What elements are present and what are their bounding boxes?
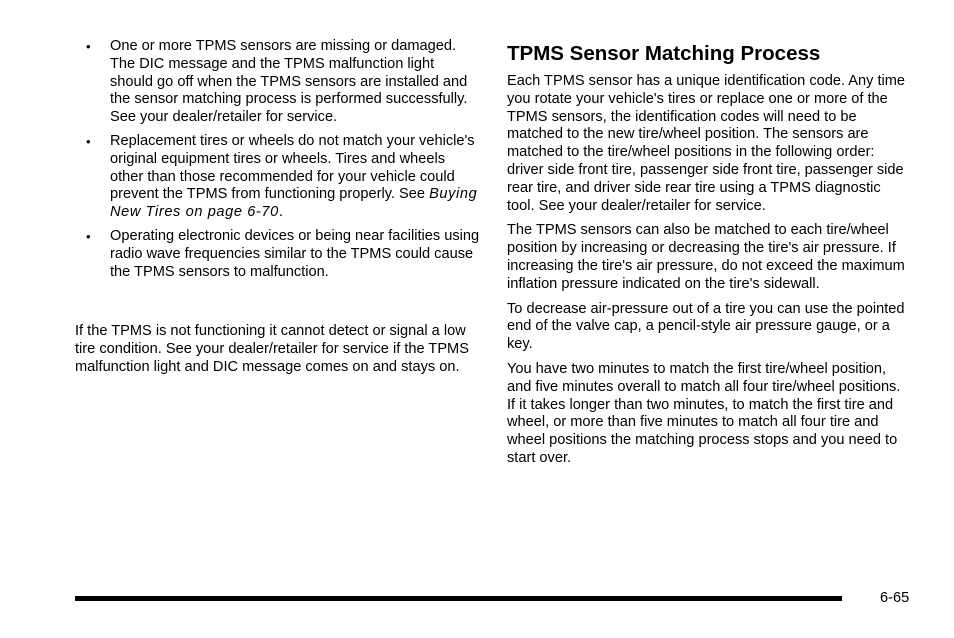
section-body xyxy=(507,73,912,475)
bullet-item xyxy=(75,228,480,281)
footer-rule xyxy=(75,596,842,601)
bullet-item xyxy=(75,38,480,127)
bullet-list xyxy=(75,38,480,287)
section-heading: TPMS Sensor Matching Process xyxy=(507,42,821,65)
body-paragraph: To decrease air-pressure out of a tire you can use the pointed end of the valve cap, a pencil-style air pressure gauge, or a key. xyxy=(507,300,905,353)
bullet-item xyxy=(75,133,480,222)
bullet-dot-icon: • xyxy=(86,39,91,54)
body-paragraph: Each TPMS sensor has a unique identification code. Any time you rotate your vehicle's tires or replace one or more of the TPMS sensors, the identification codes will need to be matched to the new tire/wheel position. The sensors are matched to the tire/wheel positions in the following order: driver side front tire, passenger side front tire, passenger side rear tire, and driver side rear tire using a TPMS diagnostic tool. See your dealer/retailer for service. xyxy=(507,73,906,214)
bullet-text: Replacement tires or wheels do not match your vehicle's original equipment tires or wheels. Tires and wheels other than those recommended for your vehicle could prevent the TPMS from functioning properly. See xyxy=(110,132,475,203)
bullet-text-end: . xyxy=(278,204,283,221)
bullet-dot-icon: • xyxy=(86,133,91,149)
page-number: 6-65 xyxy=(880,590,910,606)
body-paragraph: You have two minutes to match the first tire/wheel position, and five minutes overall to match all four tire/wheel positions. If it takes longer than two minutes, to match the first tire and wheel, or more than five minutes to match all four tire and wheel positions the matching process stops and you need to start over. xyxy=(507,360,901,466)
cross-reference-link[interactable]: Buying New Tires on page 6-70 xyxy=(110,186,478,221)
bullet-dot-icon: • xyxy=(86,228,91,244)
body-paragraph: The TPMS sensors can also be matched to each tire/wheel position by increasing or decreasing the tire's air pressure. If increasing the tire's air pressure, do not exceed the maximum inflation pressure indicated on the tire's sidewall. xyxy=(507,222,905,292)
body-paragraph: If the TPMS is not functioning it cannot detect or signal a low tire condition. See your dealer/retailer for service if the TPMS malfunction light and DIC message comes on and stays on. xyxy=(75,323,469,375)
bullet-text: One or more TPMS sensors are missing or damaged. The DIC message and the TPMS malfunction light should go off when the TPMS sensors are installed and the sensor matching process is performed successfully. See your dealer/retailer for service. xyxy=(110,38,468,126)
bullet-text: Operating electronic devices or being near facilities using radio wave frequencies similar to the TPMS could cause the TPMS sensors to malfunction. xyxy=(110,227,480,280)
